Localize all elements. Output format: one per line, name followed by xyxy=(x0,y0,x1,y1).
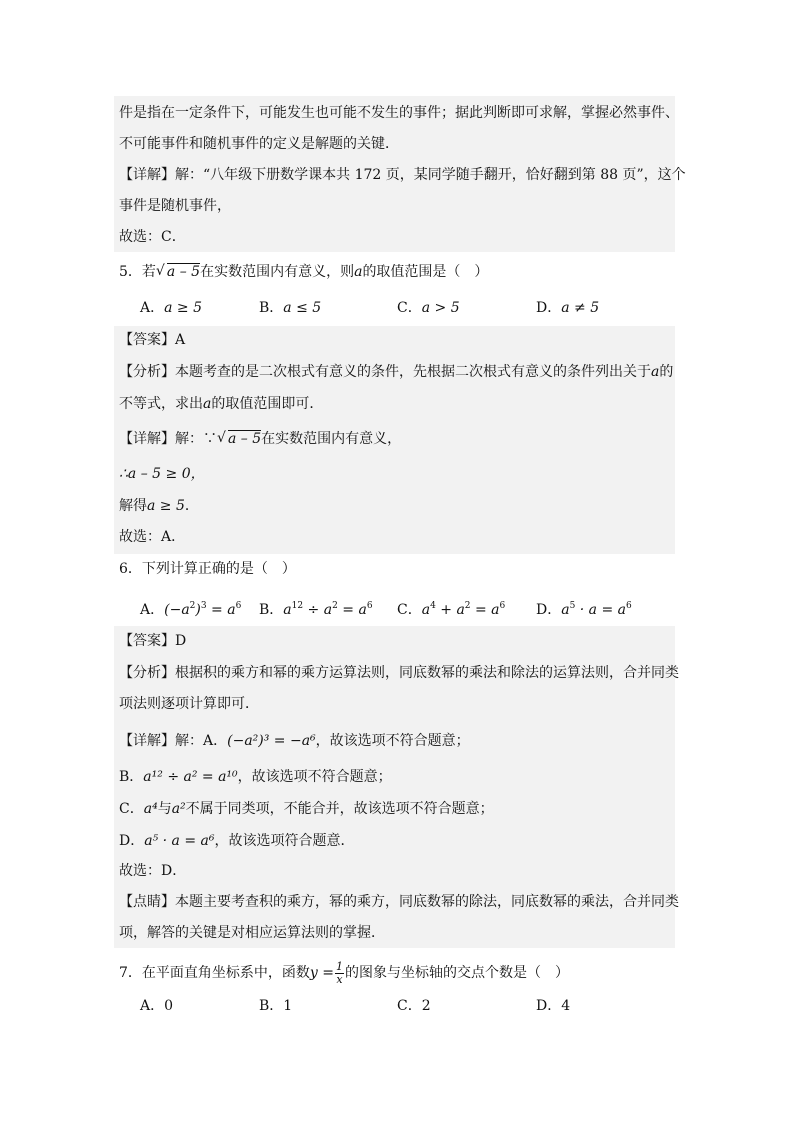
prev-solution-line1: 件是指在一定条件下，可能发生也可能不发生的事件；据此判断即可求解，掌握必然事件、 xyxy=(119,105,679,121)
q5-option-b: B．a ≤ 5 xyxy=(259,300,322,316)
q5-radical: √ a – 5 xyxy=(156,257,200,288)
q6-detail-c: C．a⁴与a²不属于同类项，不能合并，故该选项不符合题意； xyxy=(119,801,494,817)
q7-option-b: B．1 xyxy=(259,998,293,1014)
q6-option-a: A．$(-a^2)^3 = a^6$ xyxy=(140,601,242,618)
q6-detail-d: D．a⁵ · a = a⁶，故该选项符合题意． xyxy=(119,833,355,849)
q7-fraction: $\frac{1}{x}$ xyxy=(336,959,344,986)
q7-option-d: D．4 xyxy=(536,998,571,1014)
detail-text: 解：“八年级下册数学课本共 172 页，某同学随手翻开，恰好翻到第 88 页”，这个 xyxy=(175,167,686,183)
q6-option-c: C．$a^4 + a^2 = a^6$ xyxy=(397,601,506,618)
prev-solution-line2: 不可能事件和随机事件的定义是解题的关键． xyxy=(119,136,399,152)
q6-choice: 故选：D． xyxy=(119,863,187,879)
q5-after-radical: 在实数范围内有意义，则 xyxy=(200,264,355,280)
q6-answer: 【答案】D xyxy=(119,633,187,649)
q7-option-a: A．0 xyxy=(140,998,174,1014)
q7-option-c: C．2 xyxy=(397,998,431,1014)
prev-detail-line2: 事件是随机事件， xyxy=(119,198,231,214)
q6-detail-a: 【详解】解：A．(−a²)³ = −a⁶，故该选项不符合题意； xyxy=(119,733,470,749)
q7-stem: 7．在平面直角坐标系中，函数y = $\frac{1}{x}$ 的图象与坐标轴的交点个数是（ ） xyxy=(119,959,570,986)
prev-choice: 故选：C． xyxy=(119,229,186,245)
q5-option-a: A．a ≥ 5 xyxy=(140,300,203,316)
q6-analysis-line1: 【分析】根据积的乘方和幂的乘方运算法则，同底数幂的乘法和除法的运算法则，合并同类 xyxy=(119,665,679,681)
detail-label: 【详解】 xyxy=(119,167,175,183)
q5-analysis-line1: 【分析】本题考查的是二次根式有意义的条件，先根据二次根式有意义的条件列出关于a的 xyxy=(119,364,674,380)
q5-number: 5．若 xyxy=(119,264,156,280)
q5-step1: ∴a – 5 ≥ 0， xyxy=(119,466,205,482)
q6-comment-line1: 【点睛】本题主要考查积的乘方，幂的乘方，同底数幂的除法，同底数幂的乘法，合并同类 xyxy=(119,894,679,910)
q6-stem: 6．下列计算正确的是（ ） xyxy=(119,561,296,577)
q5-answer: 【答案】A xyxy=(119,332,186,348)
q5-choice: 故选：A． xyxy=(119,529,186,545)
q5-step2: 解得a ≥ 5． xyxy=(119,498,199,514)
q6-comment-line2: 项，解答的关键是对相应运算法则的掌握． xyxy=(119,925,385,941)
q6-option-b: B．$a^{12} \div a^2 = a^6$ xyxy=(259,601,373,618)
q5-tail: 的取值范围是（ ） xyxy=(362,264,489,280)
q6-analysis-line2: 项法则逐项计算即可． xyxy=(119,696,259,712)
prev-detail-line1 xyxy=(119,160,686,191)
q6-detail-b: B．a¹² ÷ a² = a¹⁰，故该选项不符合题意； xyxy=(119,769,392,785)
q5-option-c: C．a > 5 xyxy=(397,300,460,316)
q5-detail-line1: 【详解】解：∵√ a – 5在实数范围内有意义， xyxy=(119,424,401,455)
q5-stem xyxy=(119,257,488,288)
q5-option-d: D．a ≠ 5 xyxy=(536,300,600,316)
q5-var: a xyxy=(354,264,363,280)
q5-analysis-line2: 不等式，求出a的取值范围即可． xyxy=(119,396,324,412)
q6-option-d: D．$a^5 \cdot a = a^6$ xyxy=(536,601,632,618)
